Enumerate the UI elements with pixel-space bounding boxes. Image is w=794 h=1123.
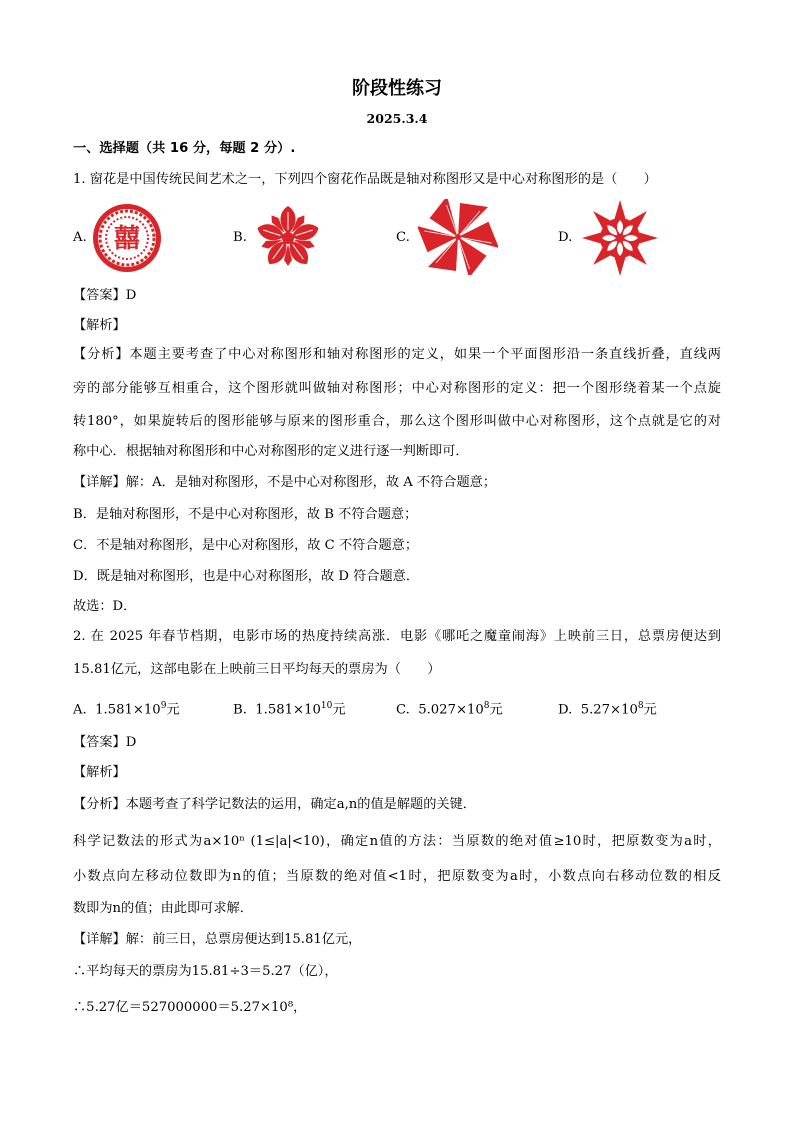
q2-option-c-exponent: 8 xyxy=(483,701,490,711)
q1-option-d-image xyxy=(580,198,660,278)
q2-option-a-mantissa: 1.581×10 xyxy=(95,702,161,718)
double-happiness-glyph: 囍 xyxy=(113,224,141,254)
q1-option-d-label: D. xyxy=(558,230,573,245)
q1-analysis-line: 称中心．根据轴对称图形和中心对称图形的定义进行逐一判断即可． xyxy=(73,444,469,459)
q1-detail-line: 故选：D． xyxy=(73,599,137,614)
q2-analysis-line: 【分析】本题考查了科学记数法的运用，确定a,n的值是解题的关键． xyxy=(73,797,476,812)
q2-stem-line: 15.81亿元，这部电影在上映前三日平均每天的票房为（ ） xyxy=(73,662,441,677)
q1-stem: 1. 窗花是中国传统民间艺术之一，下列四个窗花作品既是轴对称图形又是中心对称图形的是（ ） xyxy=(73,172,657,187)
q2-stem-line: 2. 在 2025 年春节档期，电影市场的热度持续高涨．电影《哪吒之魔童闹海》上映前三日，总票房便达到 xyxy=(73,629,721,644)
q1-detail-line: 【详解】解：A．是轴对称图形，不是中心对称图形，故 A 不符合题意； xyxy=(73,475,497,490)
q1-option-c-image xyxy=(418,199,498,275)
q2-detail-line: ∴平均每天的票房为15.81÷3＝5.27（亿）， xyxy=(73,964,338,979)
page-title: 阶段性练习 xyxy=(352,78,442,99)
q2-rule-line: 数即为n的值；由此即可求解． xyxy=(73,901,253,916)
q2-option-b-mantissa: 1.581×10 xyxy=(255,702,321,718)
q2-option-b xyxy=(233,697,346,719)
q1-option-b-label: B. xyxy=(233,230,247,245)
q2-option-a-unit: 元 xyxy=(166,702,180,718)
q2-option-a xyxy=(73,697,180,719)
q2-rule-line: 科学记数法的形式为a×10ⁿ (1≤|a|<10)，确定n值的方法：当原数的绝对值≥10时，把原数变为a时， xyxy=(73,834,721,849)
q2-option-b-exponent: 10 xyxy=(320,701,333,711)
q1-answer: 【答案】D xyxy=(73,288,137,303)
q2-option-d-unit: 元 xyxy=(643,702,657,718)
q1-analysis-label: 【解析】 xyxy=(73,318,126,333)
q1-detail-line: B．是轴对称图形，不是中心对称图形，故 B 不符合题意； xyxy=(73,507,418,522)
q2-option-c-unit: 元 xyxy=(489,702,503,718)
q2-answer: 【答案】D xyxy=(73,735,137,750)
q2-option-d-mantissa: 5.27×10 xyxy=(580,702,638,718)
q2-option-a-exponent: 9 xyxy=(160,701,167,711)
q1-analysis-line: 【分析】本题主要考查了中心对称图形和轴对称图形的定义，如果一个平面图形沿一条直线折叠，直线两 xyxy=(73,347,721,362)
q1-detail-line: D．既是轴对称图形，也是中心对称图形，故 D 符合题意． xyxy=(73,569,420,584)
q1-option-a-label: A. xyxy=(73,230,87,245)
q1-analysis-line: 旁的部分能够互相重合，这个图形就叫做轴对称图形；中心对称图形的定义：把一个图形绕着某一个点旋 xyxy=(73,381,721,396)
q2-option-c-mantissa: 5.027×10 xyxy=(418,702,484,718)
q1-detail-line: C．不是轴对称图形，是中心对称图形，故 C 不符合题意； xyxy=(73,538,419,553)
q2-rule-line: 小数点向左移动位数即为n的值；当原数的绝对值<1时，把原数变为a时，小数点向右移动位数的相反 xyxy=(73,869,721,884)
q1-option-c-label: C. xyxy=(396,230,410,245)
q1-option-a-image xyxy=(91,202,163,274)
q2-option-c xyxy=(396,697,503,719)
q2-analysis-label: 【解析】 xyxy=(73,765,126,780)
q2-detail-line: 【详解】解：前三日，总票房便达到15.81亿元， xyxy=(73,932,362,947)
q2-option-d-exponent: 8 xyxy=(637,701,644,711)
q1-option-b-image xyxy=(253,203,323,273)
page-date: 2025.3.4 xyxy=(366,111,428,126)
section-heading: 一、选择题（共 16 分，每题 2 分）. xyxy=(73,141,296,156)
q2-option-b-unit: 元 xyxy=(332,702,346,718)
q2-option-d xyxy=(558,697,657,719)
q2-option-a-label: A. xyxy=(73,702,87,718)
q1-analysis-line: 转180°，如果旋转后的图形能够与原来的图形重合，那么这个图形叫做中心对称图形，这个点就是它的对 xyxy=(73,414,721,429)
q2-option-c-label: C. xyxy=(396,702,410,718)
q2-option-d-label: D. xyxy=(558,702,573,718)
q2-option-b-label: B. xyxy=(233,702,247,718)
q2-detail-line: ∴5.27亿＝527000000＝5.27×10⁸， xyxy=(73,1000,307,1015)
